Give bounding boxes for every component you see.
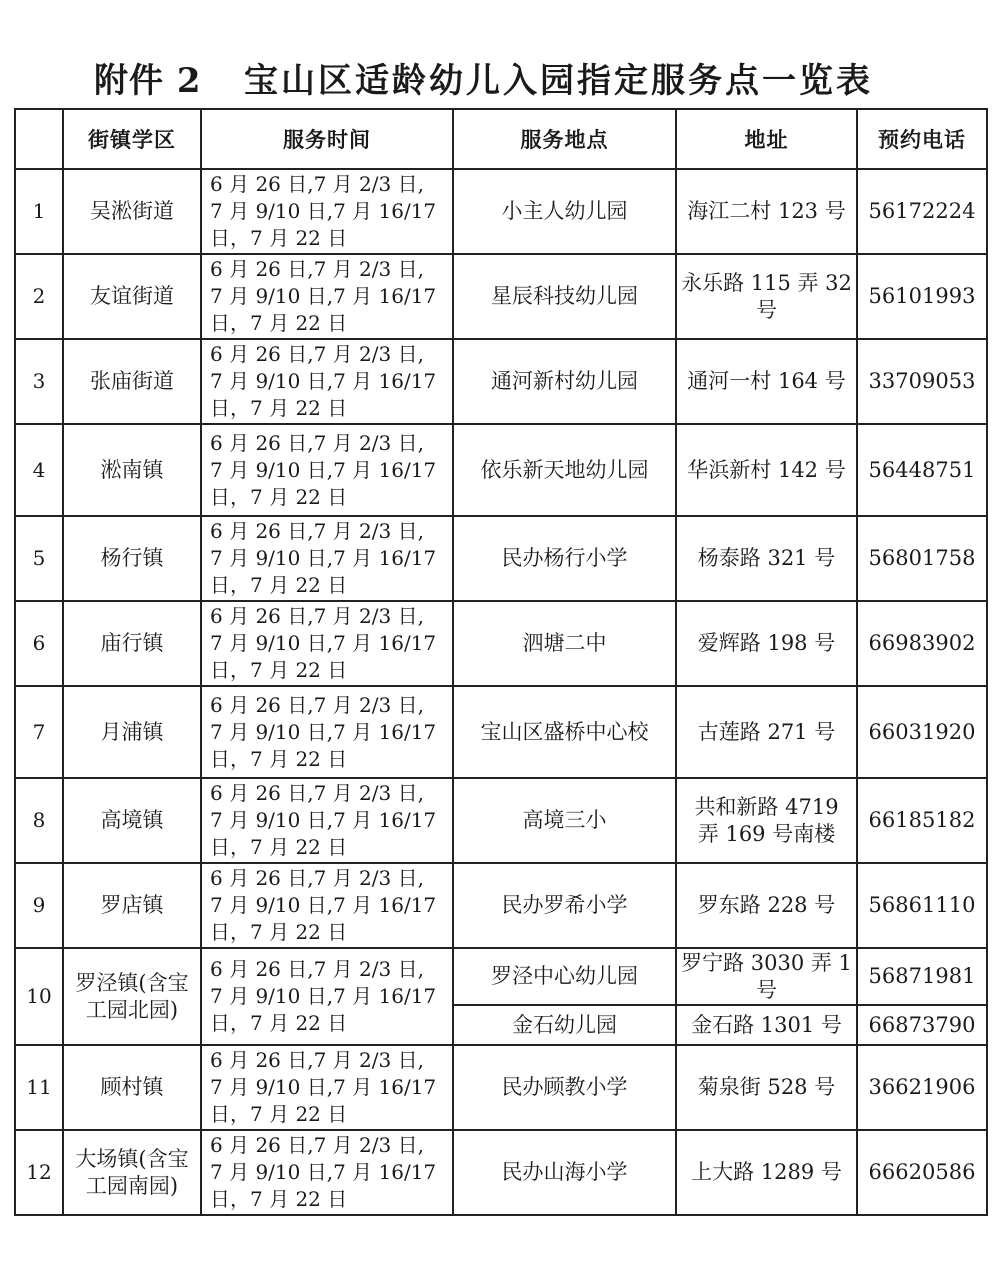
service-time-line: 7 月 9/10 日,7 月 16/17 bbox=[210, 457, 437, 482]
phone-cell: 56801758 bbox=[857, 516, 987, 601]
service-time-line: 日，7 月 22 日 bbox=[210, 484, 348, 509]
service-time-line: 日，7 月 22 日 bbox=[210, 1187, 348, 1211]
col-header-district: 街镇学区 bbox=[63, 109, 201, 169]
service-place-cell: 小主人幼儿园 bbox=[453, 169, 676, 254]
service-time-cell bbox=[201, 169, 453, 254]
district-cell: 月浦镇 bbox=[63, 686, 201, 778]
service-time-line: 7 月 9/10 日,7 月 16/17 bbox=[210, 1160, 437, 1184]
service-time-line: 7 月 9/10 日,7 月 16/17 bbox=[210, 631, 437, 655]
table-row bbox=[15, 1130, 987, 1215]
row-index: 11 bbox=[15, 1045, 63, 1130]
service-place-cell: 民办罗希小学 bbox=[453, 863, 676, 948]
district-cell: 大场镇(含宝工园南园) bbox=[63, 1130, 201, 1215]
service-time-line: 7 月 9/10 日,7 月 16/17 bbox=[210, 369, 437, 393]
row-index: 8 bbox=[15, 778, 63, 863]
address-cell: 古莲路 271 号 bbox=[676, 686, 857, 778]
row-index: 9 bbox=[15, 863, 63, 948]
service-time-line: 6 月 26 日,7 月 2/3 日, bbox=[210, 1133, 424, 1157]
phone-cell: 66620586 bbox=[857, 1130, 987, 1215]
row-index: 4 bbox=[15, 424, 63, 516]
row-index: 6 bbox=[15, 601, 63, 686]
service-time-cell bbox=[201, 948, 453, 1045]
service-time-line: 6 月 26 日,7 月 2/3 日, bbox=[210, 1048, 424, 1072]
service-time-line: 7 月 9/10 日,7 月 16/17 bbox=[210, 984, 437, 1008]
service-time-cell bbox=[201, 254, 453, 339]
page-title bbox=[94, 52, 914, 102]
service-time-line: 7 月 9/10 日,7 月 16/17 bbox=[210, 199, 437, 223]
row-index: 3 bbox=[15, 339, 63, 424]
service-time-cell bbox=[201, 339, 453, 424]
service-time-line: 日，7 月 22 日 bbox=[210, 573, 348, 597]
phone-cell: 56861110 bbox=[857, 863, 987, 948]
service-place-cell: 民办顾教小学 bbox=[453, 1045, 676, 1130]
phone-cell: 56448751 bbox=[857, 424, 987, 516]
service-place-cell: 民办杨行小学 bbox=[453, 516, 676, 601]
address-cell: 金石路 1301 号 bbox=[676, 1005, 857, 1045]
district-cell: 吴淞街道 bbox=[63, 169, 201, 254]
service-time-line: 日，7 月 22 日 bbox=[210, 746, 348, 771]
service-time-line: 7 月 9/10 日,7 月 16/17 bbox=[210, 546, 437, 570]
service-time-cell bbox=[201, 863, 453, 948]
phone-cell: 66031920 bbox=[857, 686, 987, 778]
service-time-line: 6 月 26 日,7 月 2/3 日, bbox=[210, 172, 424, 196]
service-time-line: 日，7 月 22 日 bbox=[210, 1011, 348, 1035]
district-cell: 淞南镇 bbox=[63, 424, 201, 516]
district-cell: 罗店镇 bbox=[63, 863, 201, 948]
district-cell: 罗泾镇(含宝工园北园) bbox=[63, 948, 201, 1045]
table-title: 宝山区适龄幼儿入园指定服务点一览表 bbox=[244, 60, 873, 101]
district-cell: 庙行镇 bbox=[63, 601, 201, 686]
service-place-cell: 宝山区盛桥中心校 bbox=[453, 686, 676, 778]
service-time-line: 日，7 月 22 日 bbox=[210, 396, 348, 420]
service-time-line: 6 月 26 日,7 月 2/3 日, bbox=[210, 781, 424, 805]
table-row bbox=[15, 686, 987, 778]
table-row bbox=[15, 516, 987, 601]
address-cell: 永乐路 115 弄 32 号 bbox=[676, 254, 857, 339]
service-place-cell: 罗泾中心幼儿园 bbox=[453, 948, 676, 1005]
phone-cell: 56172224 bbox=[857, 169, 987, 254]
address-cell: 上大路 1289 号 bbox=[676, 1130, 857, 1215]
service-place-cell: 星辰科技幼儿园 bbox=[453, 254, 676, 339]
service-time-cell bbox=[201, 686, 453, 778]
phone-cell: 66185182 bbox=[857, 778, 987, 863]
row-index: 7 bbox=[15, 686, 63, 778]
service-place-cell: 金石幼儿园 bbox=[453, 1005, 676, 1045]
service-time-line: 6 月 26 日,7 月 2/3 日, bbox=[210, 604, 424, 628]
service-time-line: 6 月 26 日,7 月 2/3 日, bbox=[210, 342, 424, 366]
table-row bbox=[15, 778, 987, 863]
service-time-line: 7 月 9/10 日,7 月 16/17 bbox=[210, 1075, 437, 1099]
phone-cell: 56871981 bbox=[857, 948, 987, 1005]
service-time-line: 日，7 月 22 日 bbox=[210, 311, 348, 335]
service-place-cell: 依乐新天地幼儿园 bbox=[453, 424, 676, 516]
service-time-line: 7 月 9/10 日,7 月 16/17 bbox=[210, 893, 437, 917]
service-time-cell bbox=[201, 424, 453, 516]
table-header-row bbox=[15, 109, 987, 169]
service-place-cell: 泗塘二中 bbox=[453, 601, 676, 686]
service-time-line: 6 月 26 日,7 月 2/3 日, bbox=[210, 257, 424, 281]
row-index: 5 bbox=[15, 516, 63, 601]
service-time-line: 6 月 26 日,7 月 2/3 日, bbox=[210, 957, 424, 981]
address-cell: 共和新路 4719 弄 169 号南楼 bbox=[676, 778, 857, 863]
service-time-line: 6 月 26 日,7 月 2/3 日, bbox=[210, 692, 424, 717]
district-cell: 杨行镇 bbox=[63, 516, 201, 601]
attachment-label: 附件 2 bbox=[94, 60, 202, 101]
table-row bbox=[15, 601, 987, 686]
address-cell: 华浜新村 142 号 bbox=[676, 424, 857, 516]
service-time-cell bbox=[201, 778, 453, 863]
col-header-index bbox=[15, 109, 63, 169]
address-cell: 海江二村 123 号 bbox=[676, 169, 857, 254]
district-cell: 高境镇 bbox=[63, 778, 201, 863]
row-index: 1 bbox=[15, 169, 63, 254]
service-time-cell bbox=[201, 516, 453, 601]
col-header-service-place: 服务地点 bbox=[453, 109, 676, 169]
col-header-phone: 预约电话 bbox=[857, 109, 987, 169]
phone-cell: 66983902 bbox=[857, 601, 987, 686]
address-cell: 杨泰路 321 号 bbox=[676, 516, 857, 601]
address-cell: 罗东路 228 号 bbox=[676, 863, 857, 948]
phone-cell: 33709053 bbox=[857, 339, 987, 424]
service-time-line: 6 月 26 日,7 月 2/3 日, bbox=[210, 519, 424, 543]
service-time-line: 7 月 9/10 日,7 月 16/17 bbox=[210, 284, 437, 308]
service-time-cell bbox=[201, 1130, 453, 1215]
service-place-cell: 通河新村幼儿园 bbox=[453, 339, 676, 424]
col-header-service-time: 服务时间 bbox=[201, 109, 453, 169]
address-cell: 通河一村 164 号 bbox=[676, 339, 857, 424]
service-time-cell bbox=[201, 1045, 453, 1130]
service-time-line: 日，7 月 22 日 bbox=[210, 835, 348, 859]
service-time-line: 日，7 月 22 日 bbox=[210, 226, 348, 250]
table-row bbox=[15, 863, 987, 948]
service-time-line: 6 月 26 日,7 月 2/3 日, bbox=[210, 430, 424, 455]
address-cell: 菊泉街 528 号 bbox=[676, 1045, 857, 1130]
service-place-cell: 民办山海小学 bbox=[453, 1130, 676, 1215]
table-row bbox=[15, 424, 987, 516]
service-time-line: 7 月 9/10 日,7 月 16/17 bbox=[210, 808, 437, 832]
row-index: 2 bbox=[15, 254, 63, 339]
phone-cell: 36621906 bbox=[857, 1045, 987, 1130]
district-cell: 友谊街道 bbox=[63, 254, 201, 339]
service-time-line: 6 月 26 日,7 月 2/3 日, bbox=[210, 866, 424, 890]
col-header-address: 地址 bbox=[676, 109, 857, 169]
service-time-line: 日，7 月 22 日 bbox=[210, 658, 348, 682]
service-time-line: 日，7 月 22 日 bbox=[210, 920, 348, 944]
row-index: 12 bbox=[15, 1130, 63, 1215]
table-row bbox=[15, 1045, 987, 1130]
table-row bbox=[15, 339, 987, 424]
phone-cell: 56101993 bbox=[857, 254, 987, 339]
table-row bbox=[15, 254, 987, 339]
district-cell: 顾村镇 bbox=[63, 1045, 201, 1130]
service-points-table bbox=[14, 108, 988, 1216]
row-index: 10 bbox=[15, 948, 63, 1045]
service-time-line: 7 月 9/10 日,7 月 16/17 bbox=[210, 719, 437, 744]
table-row bbox=[15, 948, 987, 1005]
district-cell: 张庙街道 bbox=[63, 339, 201, 424]
service-time-cell bbox=[201, 601, 453, 686]
address-cell: 罗宁路 3030 弄 1 号 bbox=[676, 948, 857, 1005]
table-row bbox=[15, 169, 987, 254]
service-place-cell: 高境三小 bbox=[453, 778, 676, 863]
address-cell: 爱辉路 198 号 bbox=[676, 601, 857, 686]
service-time-line: 日，7 月 22 日 bbox=[210, 1102, 348, 1126]
phone-cell: 66873790 bbox=[857, 1005, 987, 1045]
